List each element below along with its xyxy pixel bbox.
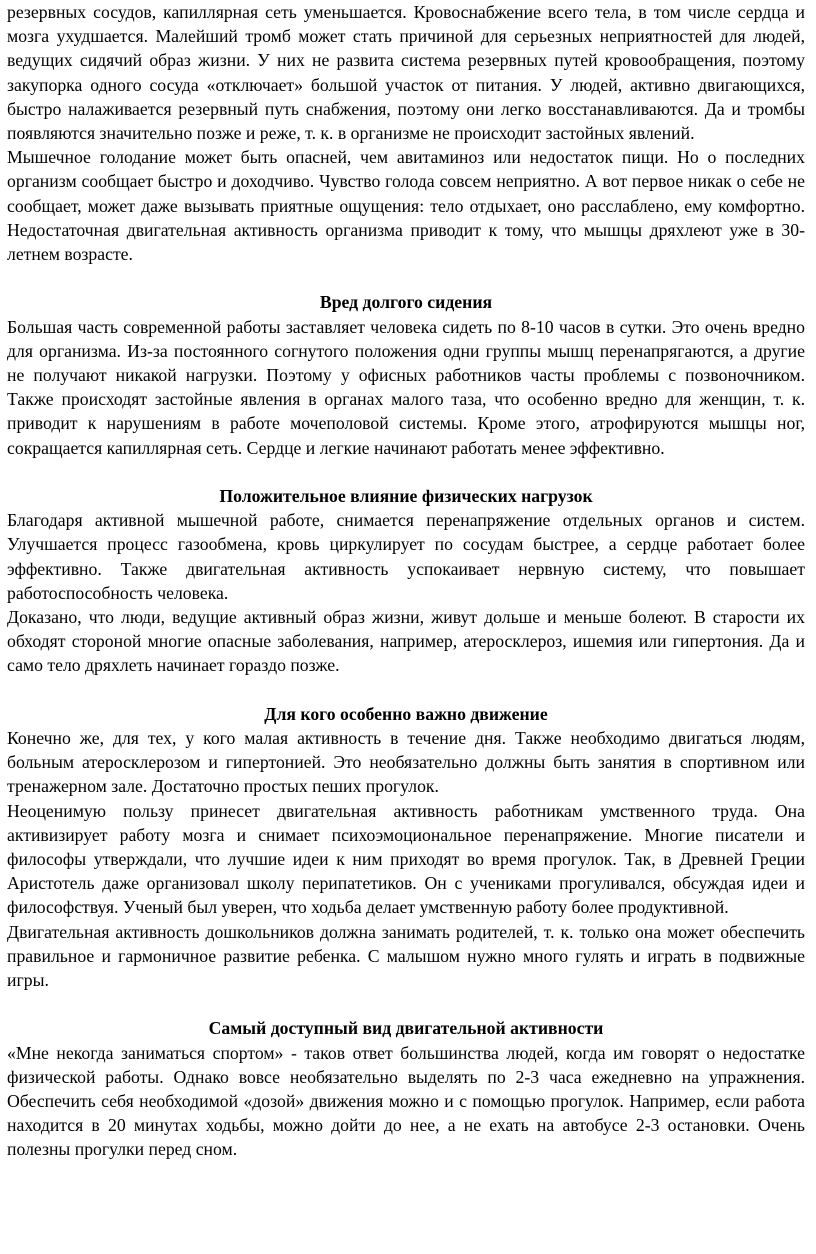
intro-paragraph-2: Мышечное голодание может быть опасней, чем авитаминоз или недостаток пищи. Но о последних организм сообщает быстро и доходчиво. Чувство голода совсем неприятно. А вот первое никак о себе не сообщает, может даже вызывать приятные ощущения: тело отдыхает, оно расслаблено, ему комфортно. Недостаточная двигательная активность организма приводит к тому, что мышцы дряхлеют уже в 30-летнем возрасте. <box>7 147 805 265</box>
section-paragraph: Конечно же, для тех, у кого малая активность в течение дня. Также необходимо двигаться людям, больным атеросклерозом и гипертонией. Это необязательно должны быть занятия в спортивном или тренажерном зале. Достаточно простых пеших прогулок. <box>7 728 805 797</box>
section-heading: Для кого особенно важно движение <box>264 703 548 724</box>
section-gap <box>7 460 805 484</box>
section-paragraph: Доказано, что люди, ведущие активный образ жизни, живут дольше и меньше болеют. В старости их обходят стороной многие опасные заболевания, например, атеросклероз, ишемия или гипертония. Да и само тело дряхлеть начинает гораздо позже. <box>7 607 805 676</box>
section-who-needs-movement <box>7 702 805 992</box>
section-paragraph: «Мне некогда заниматься спортом» - таков ответ большинства людей, когда им говорят о недостатке физической работы. Однако вовсе необязательно выделять по 2-3 часа ежедневно на упражнения. Обеспечить себя необходимой «дозой» движения можно и с помощью прогулок. Например, если работа находится в 20 минутах ходьбы, можно дойти до нее, а не ехать на автобусе 2-3 остановки. Очень полезны прогулки перед сном. <box>7 1042 805 1160</box>
section-heading: Самый доступный вид двигательной активности <box>208 1018 604 1039</box>
section-physical-activity <box>7 484 805 678</box>
section-paragraph: Благодаря активной мышечной работе, снимается перенапряжение отдельных органов и систем. Улучшается процесс газообмена, кровь циркулирует по сосудам быстрее, а сердце работает более эффективно. Также двигательная активность успокаивает нервную систему, что повышает работоспособность человека. <box>7 510 805 603</box>
section-heading: Положительное влияние физических нагрузок <box>219 486 593 507</box>
section-long-sitting <box>7 290 805 459</box>
section-accessible-activity <box>7 1016 805 1161</box>
section-paragraph: Неоценимую пользу принесет двигательная активность работникам умственного труда. Она активизирует работу мозга и снимает психоэмоциональное перенапряжение. Многие писатели и философы утверждали, что лучшие идеи к ним приходят во время прогулок. Так, в Древней Греции Аристотель даже организовал школу перипатетиков. Он с учениками прогуливался, обсуждая идеи и философствуя. Ученый был уверен, что ходьба делает умственную работу более продуктивной. <box>7 800 805 918</box>
section-gap <box>7 678 805 702</box>
section-paragraph: Двигательная активность дошкольников должна занимать родителей, т. к. только она может обеспечить правильное и гармоничное развитие ребенка. С малышом нужно много гулять и играть в подвижные игры. <box>7 921 805 991</box>
section-gap <box>7 266 805 290</box>
section-heading: Вред долгого сидения <box>319 292 493 313</box>
section-paragraph: Большая часть современной работы заставляет человека сидеть по 8-10 часов в сутки. Это очень вредно для организма. Из-за постоянного согнутого положения одни группы мышц перенапрягаются, а другие не получают никакой нагрузки. Поэтому у офисных работников часты проблемы с позвоночником. Также происходят застойные явления в органах малого таза, что особенно вредно для женщин, т. к. приводит к нарушениям в работе мочеполовой системы. Кроме этого, атрофируются мышцы ног, сокращается капиллярная сеть. Сердце и легкие начинают работать менее эффективно. <box>7 316 805 458</box>
section-gap <box>7 992 805 1016</box>
intro-paragraph-1: резервных сосудов, капиллярная сеть уменьшается. Кровоснабжение всего тела, в том числе сердца и мозга ухудшается. Малейший тромб может стать причиной для серьезных неприятностей для людей, ведущих сидячий образ жизни. У них не развита система резервных путей кровообращения, поэтому закупорка одного сосуда «отключает» большой участок от питания. У людей, активно двигающихся, быстро налаживается резервный путь снабжения, поэтому они легко восстанавливаются. Да и тромбы появляются значительно позже и реже, т. к. в организме не происходит застойных явлений. <box>7 2 805 144</box>
